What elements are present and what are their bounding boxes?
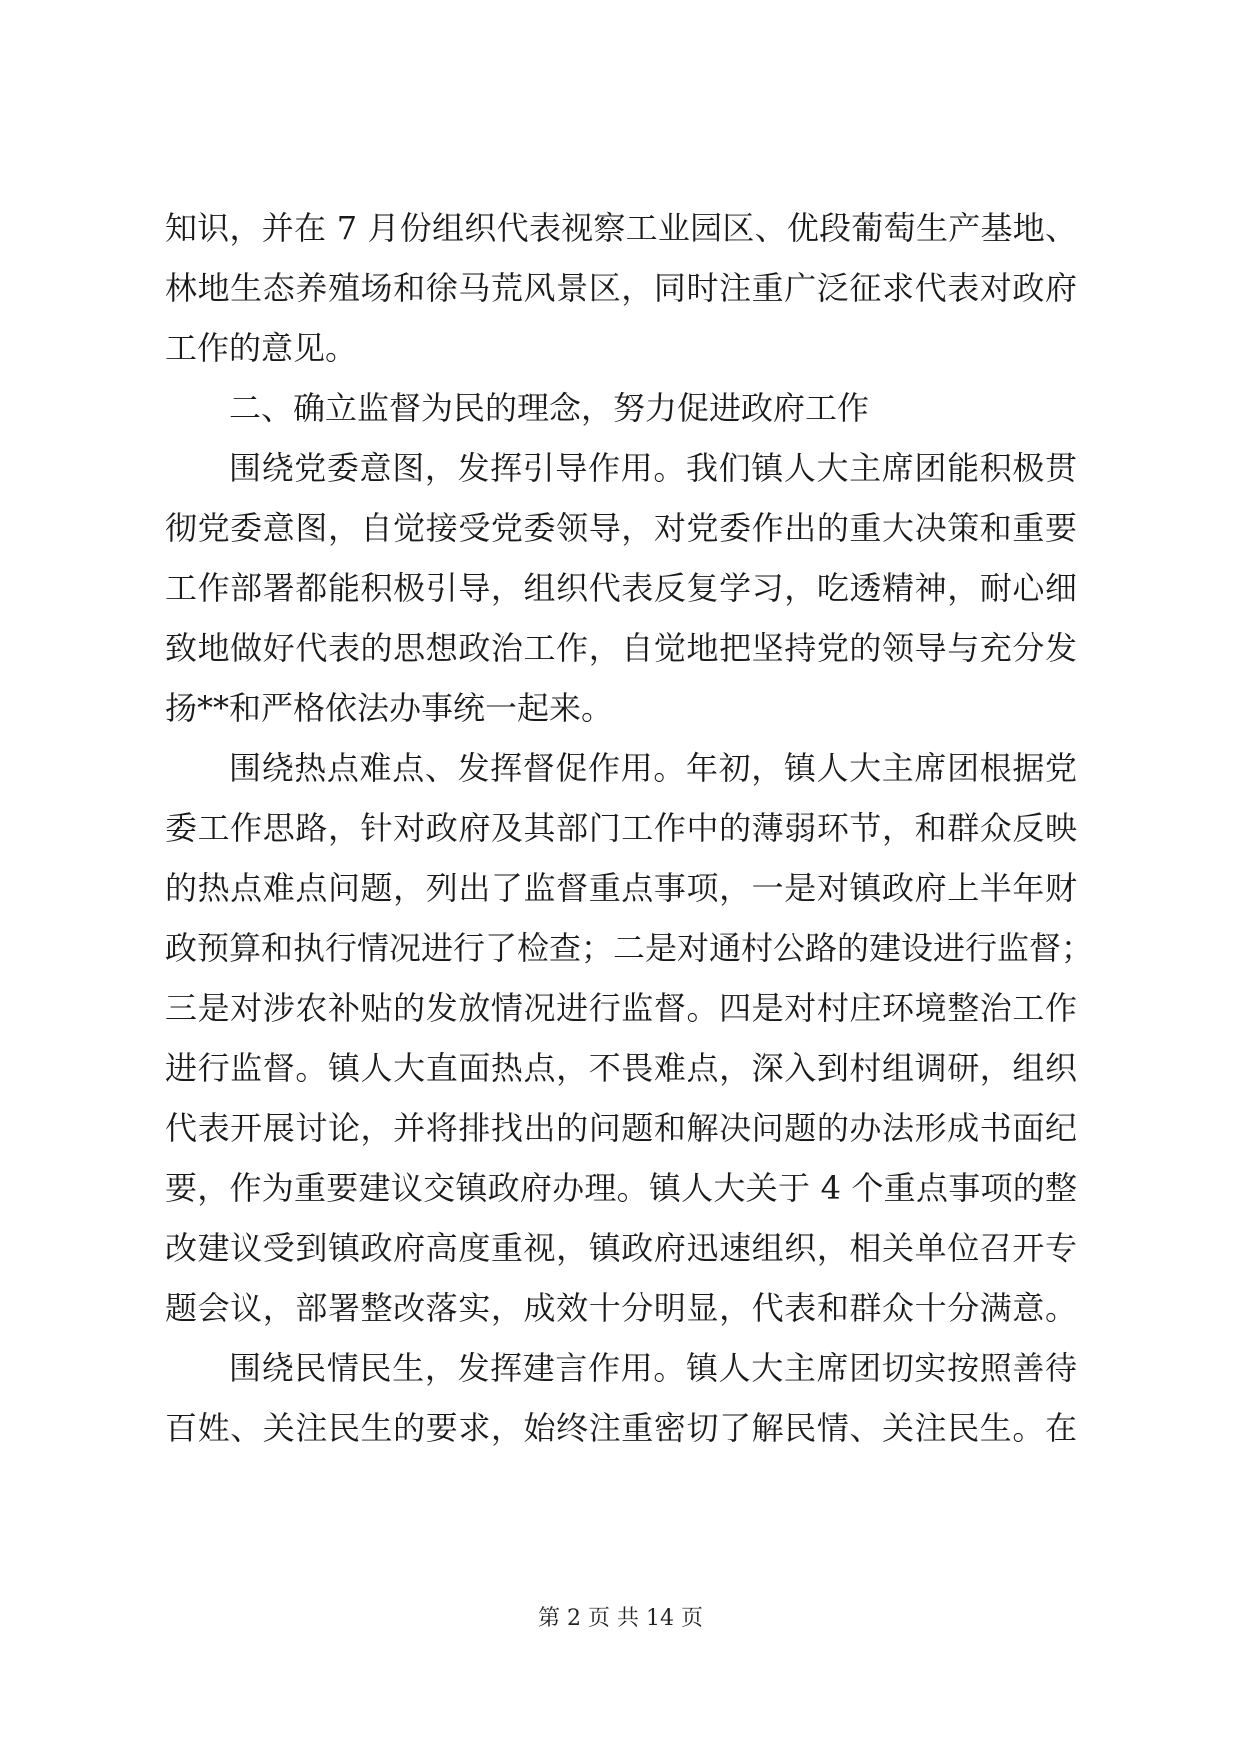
text-line: 工作的意见。 — [165, 329, 358, 367]
text-line: 政预算和执行情况进行了检查；二是对通村公路的建设进行监督； — [165, 929, 1094, 967]
text-line: 彻党委意图，自觉接受党委领导，对党委作出的重大决策和重要 — [165, 509, 1077, 547]
text-line: 进行监督。镇人大直面热点，不畏难点，深入到村组调研，组织 — [165, 1049, 1077, 1087]
text-line: 百姓、关注民生的要求，始终注重密切了解民情、关注民生。在 — [165, 1409, 1077, 1447]
section-heading: 二、确立监督为民的理念，努力促进政府工作 — [229, 389, 870, 427]
document-body — [165, 198, 1094, 1458]
text-line: 要，作为重要建议交镇政府办理。镇人大关于 4 个重点事项的整 — [165, 1169, 1077, 1207]
text-line: 工作部署都能积极引导，组织代表反复学习，吃透精神，耐心细 — [165, 569, 1077, 607]
text-line: 三是对涉农补贴的发放情况进行监督。四是对村庄环境整治工作 — [165, 989, 1077, 1027]
text-line: 改建议受到镇政府高度重视，镇政府迅速组织，相关单位召开专 — [165, 1229, 1077, 1267]
text-line: 题会议，部署整改落实，成效十分明显，代表和群众十分满意。 — [165, 1289, 1077, 1327]
text-line: 代表开展讨论，并将排找出的问题和解决问题的办法形成书面纪 — [165, 1109, 1077, 1147]
text-line: 知识，并在 7 月份组织代表视察工业园区、优段葡萄生产基地、 — [165, 209, 1077, 247]
text-line: 围绕热点难点、发挥督促作用。年初，镇人大主席团根据党 — [229, 749, 1077, 787]
text-line: 围绕党委意图，发挥引导作用。我们镇人大主席团能积极贯 — [229, 449, 1077, 487]
text-line: 围绕民情民生，发挥建言作用。镇人大主席团切实按照善待 — [229, 1349, 1077, 1387]
text-line: 委工作思路，针对政府及其部门工作中的薄弱环节，和群众反映 — [165, 809, 1077, 847]
text-line: 的热点难点问题，列出了监督重点事项，一是对镇政府上半年财 — [165, 869, 1077, 907]
text-line: 林地生态养殖场和徐马荒风景区，同时注重广泛征求代表对政府 — [165, 269, 1077, 307]
page-number-footer: 第 2 页 共 14 页 — [538, 1606, 703, 1631]
text-line: 致地做好代表的思想政治工作，自觉地把坚持党的领导与充分发 — [165, 629, 1077, 667]
text-line: 扬**和严格依法办事统一起来。 — [165, 689, 614, 727]
